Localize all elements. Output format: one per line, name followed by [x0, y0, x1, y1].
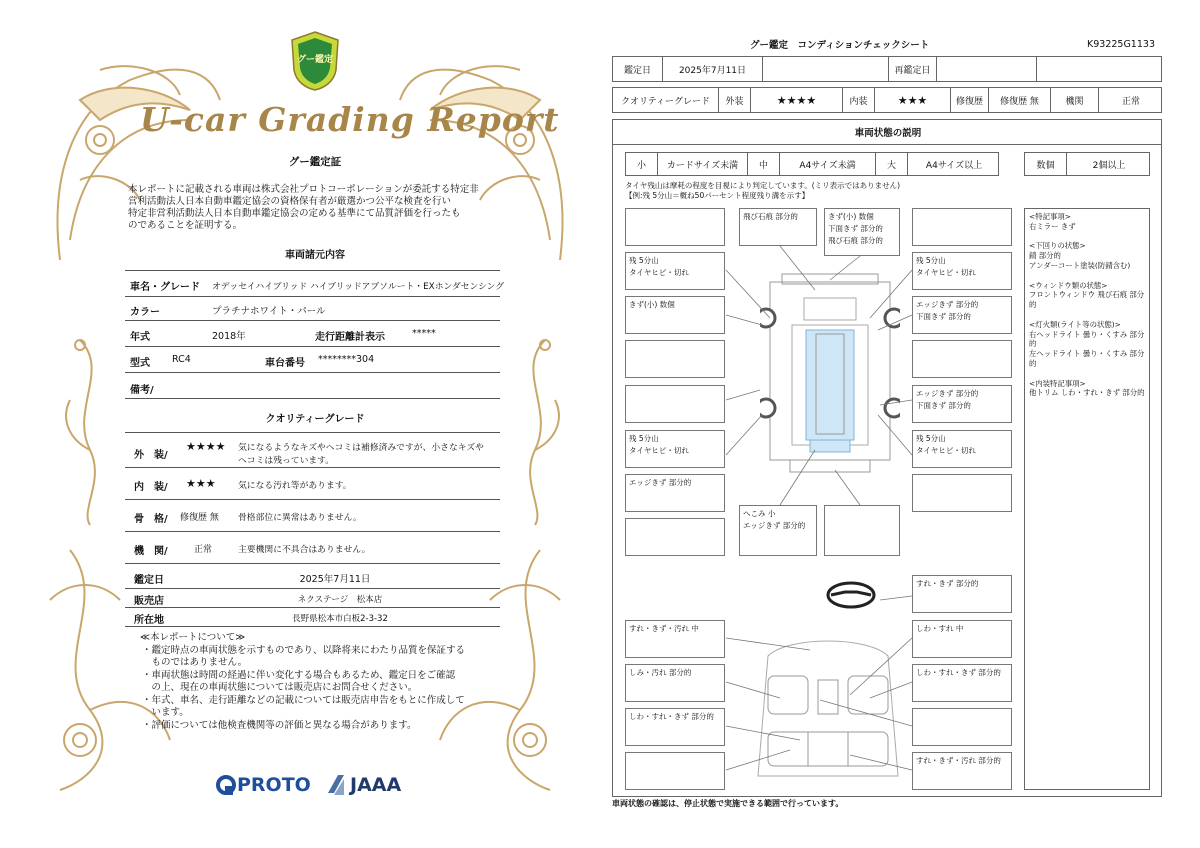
repair-value: 修復歴 無 [989, 88, 1051, 112]
note-box: 残 5分山 タイヤヒビ・切れ [912, 430, 1012, 468]
script-title: U-car Grading Report [140, 100, 560, 139]
about-line: ・鑑定時点の車両状態を示すものであり、以降将来にわたり品質を保証する [142, 645, 466, 656]
info-shop-label: 販売店 [134, 596, 164, 607]
info-address-value: 長野県松本市白板2-3-32 [292, 614, 388, 624]
spec-model-label: 型式 [130, 358, 150, 369]
divider [125, 563, 500, 564]
about-line: ・年式、車名、走行距離などの記載については販売店申告をもとに作成して [142, 695, 465, 706]
grade-interior-label: 内 装/ [134, 482, 168, 493]
size-large-label: 大 [876, 153, 908, 175]
about-heading: ≪本レポートについて≫ [140, 632, 246, 643]
grade-exterior-comment: 気になるようなキズやヘコミは補修済みですが、小さなキズや [238, 443, 484, 453]
note-box: 残 5分山 タイヤヒビ・切れ [625, 430, 725, 468]
spec-model-value: RC4 [172, 354, 191, 365]
sheet-title: グー鑑定 コンディションチェックシート [750, 40, 930, 51]
exterior-leader-lines [720, 240, 1040, 560]
about-line: の上、現在の車両状態については販売店にお問合せください。 [142, 682, 418, 693]
divider [125, 588, 500, 589]
date-blank [763, 57, 889, 81]
grade-interior-comment: 気になる汚れ等があります。 [238, 481, 352, 491]
date-label: 鑑定日 [613, 57, 663, 81]
intro-line: のであることを証明する。 [128, 220, 243, 231]
note-box: しわ・すれ 中 [912, 620, 1012, 658]
condition-check-sheet [600, 0, 1200, 848]
jaaa-wordmark: JAAA [350, 774, 402, 796]
note-box: しわ・すれ・きず 部分的 [625, 708, 725, 746]
size-small-desc: カードサイズ未満 [658, 153, 748, 175]
proto-logo [215, 772, 311, 798]
spec-color-label: カラー [130, 307, 160, 318]
divider [125, 531, 500, 532]
proto-wordmark: PROTO [237, 774, 311, 796]
interior-label: 内装 [843, 88, 875, 112]
engine-label: 機関 [1051, 88, 1099, 112]
document-id: K93225G1133 [1087, 39, 1155, 50]
divider [125, 499, 500, 500]
ornament-top-right [380, 40, 580, 270]
jaaa-mark-icon [326, 773, 346, 797]
spec-color-value: プラチナホワイト・パール [212, 306, 326, 317]
divider [125, 432, 500, 433]
ornament-top-left [40, 40, 243, 270]
divider [125, 607, 500, 608]
divider [125, 346, 500, 347]
spec-mileage-value: ***** [412, 328, 436, 339]
grade-frame-comment: 骨格部位に異常はありません。 [238, 513, 362, 523]
reassess-label: 再鑑定日 [889, 57, 937, 81]
size-legend [625, 152, 999, 176]
engine-value: 正常 [1121, 96, 1140, 107]
ornament-side-left [50, 330, 130, 530]
note-box [625, 752, 725, 790]
note-box [625, 340, 725, 378]
note-box [625, 208, 725, 246]
size-small-label: 小 [626, 153, 658, 175]
grade-engine-comment: 主要機関に不具合はありません。 [238, 545, 371, 555]
note-box: 残 5分山 タイヤヒビ・切れ [625, 252, 725, 290]
sheet-footer: 車両状態の確認は、停止状態で実施できる範囲で行っています。 [612, 799, 844, 808]
divider [125, 270, 500, 271]
grade-row [612, 87, 1162, 113]
ornament-side-right [495, 330, 575, 530]
condition-heading: 車両状態の説明 [854, 128, 922, 139]
note-box: きず(小) 数個 [625, 296, 725, 334]
note-box: エッジきず 部分的 [625, 474, 725, 512]
quality-label: クオリティーグレード [613, 88, 719, 112]
exterior-stars: ★★★★ [751, 88, 843, 112]
exterior-label: 外装 [719, 88, 751, 112]
divider [125, 626, 500, 627]
note-box: しみ・汚れ 部分的 [625, 664, 725, 702]
note-box: 飛び石痕 部分的 [739, 208, 817, 246]
count-desc: 2個以上 [1092, 160, 1126, 171]
grade-exterior-label: 外 装/ [134, 450, 168, 461]
grade-interior-rating: ★★★ [186, 477, 216, 490]
divider [125, 372, 500, 373]
grade-exterior-rating: ★★★★ [186, 440, 226, 453]
divider [125, 320, 500, 321]
interior-leader-lines [720, 590, 1040, 790]
note-box [625, 385, 725, 423]
spec-notes-label: 備考/ [130, 385, 154, 396]
special-notes-panel: <特記事項> 右ミラー きず <下回りの状態> 錆 部分的 アンダーコート塗装(防錆含む) <ウィンドウ類の状態> フロントウィンドウ 飛び石痕 部分的 <灯火類(ライト等の状態)> 右ヘッドライト 曇り・くすみ 部分的 左ヘッドライト 曇り・くすみ 部分的 <内装特記事項> 他トリム しわ・すれ・きず 部分的 [1024, 208, 1150, 790]
interior-stars: ★★★ [875, 88, 951, 112]
intro-line: 本レポートに記載される車両は株式会社プロトコーポレーションが委託する特定非 [128, 184, 479, 195]
spec-name-value: オデッセイハイブリッド ハイブリッドアブソルート・EXホンダセンシング [212, 282, 505, 292]
spec-heading: 車両諸元内容 [285, 250, 345, 261]
jaaa-logo [326, 772, 401, 798]
tire-note: タイヤ残山は摩耗の程度を目視により判定しています。(ミリ表示ではありません) [625, 181, 901, 190]
proto-mark-icon [215, 774, 237, 796]
about-line: ・車両状態は時間の経過に伴い変化する場合もあるため、鑑定日をご確認 [142, 670, 456, 681]
grade-frame-label: 骨 格/ [134, 514, 168, 525]
size-medium-label: 中 [748, 153, 780, 175]
note-box: しわ・すれ・きず 部分的 [912, 664, 1012, 702]
note-box: エッジきず 部分的 下面きず 部分的 [912, 296, 1012, 334]
divider [613, 144, 1161, 145]
spec-name-label: 車名・グレード [130, 282, 200, 293]
count-legend [1024, 152, 1150, 176]
info-date-label: 鑑定日 [134, 575, 164, 586]
logo-text: グー鑑定 [296, 55, 333, 65]
info-shop-value: ネクステージ 松本店 [297, 595, 383, 605]
tire-note-example: 【例:残 5分山＝概ね50パーセント程度残り溝を示す】 [625, 191, 810, 200]
size-medium-desc: A4サイズ未満 [780, 153, 876, 175]
spec-mileage-label: 走行距離計表示 [315, 332, 385, 343]
about-line: ものではありません。 [142, 657, 248, 668]
spec-year-label: 年式 [130, 332, 150, 343]
grade-exterior-comment: ヘコミは残っています。 [238, 456, 335, 466]
certificate-heading: グー鑑定証 [288, 156, 342, 168]
size-large-desc: A4サイズ以上 [925, 160, 983, 171]
note-box [625, 518, 725, 556]
note-box: すれ・きず・汚れ 部分的 [912, 752, 1012, 790]
repair-label: 修復歴 [951, 88, 989, 112]
count-label: 数個 [1025, 153, 1067, 175]
note-box: へこみ 小 エッジきず 部分的 [739, 505, 817, 556]
note-box: きず(小) 数個 下面きず 部分的 飛び石痕 部分的 [824, 208, 900, 256]
intro-line: 営利活動法人日本自動車鑑定協会の資格保有者が厳選かつ公平な検査を行い [128, 196, 452, 207]
note-box: 残 5分山 タイヤヒビ・切れ [912, 252, 1012, 290]
date-row [612, 56, 1162, 82]
about-line: ・評価については他検査機関等の評価と異なる場合があります。 [142, 720, 417, 731]
intro-line: 特定非営利活動法人日本自動車鑑定協会の定める基準にて品質評価を行ったも [128, 208, 461, 219]
spec-chassis-label: 車台番号 [265, 358, 305, 369]
divider [125, 296, 500, 297]
note-box: すれ・きず 部分的 [912, 575, 1012, 613]
divider [125, 467, 500, 468]
date-value: 2025年7月11日 [663, 57, 763, 81]
goo-kantei-logo [288, 30, 342, 92]
reassess-value [937, 57, 1037, 81]
spec-chassis-value: ********304 [318, 354, 375, 365]
spec-year-value: 2018年 [212, 331, 246, 342]
grade-engine-rating: 正常 [194, 545, 213, 555]
about-line: います。 [142, 707, 189, 718]
info-address-label: 所在地 [134, 615, 164, 626]
grade-frame-rating: 修復歴 無 [180, 513, 219, 523]
note-box: すれ・きず・汚れ 中 [625, 620, 725, 658]
divider [125, 398, 500, 399]
info-date-value: 2025年7月11日 [299, 574, 371, 585]
note-box: エッジきず 部分的 下面きず 部分的 [912, 385, 1012, 423]
grade-heading: クオリティーグレード [265, 414, 365, 425]
grade-engine-label: 機 関/ [134, 546, 168, 557]
